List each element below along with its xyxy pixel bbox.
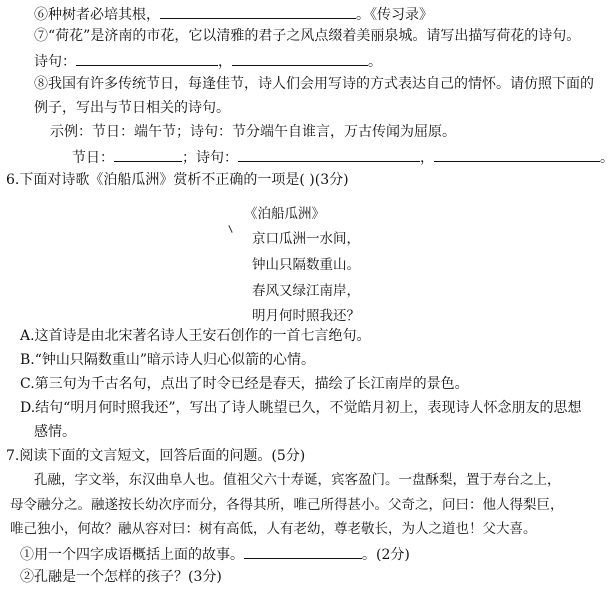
poem-line-1: 京口瓜洲一水间， — [252, 231, 360, 247]
poem-blank-1[interactable] — [238, 147, 420, 162]
option-c[interactable]: C.第三句为千古名句，点出了时令已经是春天，描绘了长江南岸的景色。 — [20, 376, 469, 392]
sub-question-2: ②孔融是一个怎样的孩子？(3分) — [20, 569, 222, 585]
item-7-label: 诗句： — [34, 54, 76, 70]
festival-blank[interactable] — [114, 147, 182, 162]
passage-line-2: 母令融分之。融遂按长幼次序而分，各得其所，唯己所得甚小。父奇之，问曰：他人得梨巨， — [10, 497, 564, 513]
passage-line-3: 唯己独小，何故？融从容对曰：树有高低，人有老幼，尊老敬长，为人之道也！父大喜。 — [10, 521, 537, 537]
item-8-example: 示例：节日：端午节；诗句：节分端午自谁言，万古传闻为屈原。 — [50, 124, 456, 140]
item-7-period: 。 — [368, 54, 382, 70]
sub-question-1 — [20, 544, 410, 564]
festival-label: 节日： — [72, 150, 114, 166]
option-d-continued: 感情。 — [34, 424, 76, 440]
item-7-answer-line — [34, 51, 382, 71]
passage-line-1: 孔融，字文举，东汉曲阜人也。值祖父六十寿诞，宾客盈门。一盘酥梨，置于寿台之上， — [34, 472, 561, 488]
question-7-stem: 7.阅读下面的文言短文，回答后面的问题。(5分) — [6, 448, 306, 464]
option-b[interactable]: B.“钟山只隔数重山”暗示诗人归心似箭的心情。 — [20, 352, 316, 368]
item-7-comma: ， — [218, 54, 232, 70]
option-a[interactable]: A.这首诗是由北宋著名诗人王安石创作的一首七言绝句。 — [20, 328, 371, 344]
poem-line-4: 明月何时照我还？ — [252, 308, 360, 324]
option-d[interactable]: D.结句“明月何时照我还”，写出了诗人眺望已久，不觉皓月初上，表现诗人怀念朋友的思想 — [20, 400, 582, 416]
poem-comma: ， — [420, 150, 434, 166]
stray-mark — [228, 225, 232, 233]
poem-title: 《泊船瓜洲》 — [244, 206, 325, 222]
item-8-prompt-line-1: ⑧我国有许多传统节日，每逢佳节，诗人们会用写诗的方式表达自己的情怀。请仿照下面的 — [34, 76, 594, 92]
sub-question-1-prompt: ①用一个四字成语概括上面的故事。 — [20, 547, 244, 563]
item-8-prompt-line-2: 例子，写出与节日相关的诗句。 — [34, 100, 230, 116]
sub-question-1-points: 。(2分) — [362, 547, 410, 563]
item-6-prefix: ⑥种树者必培其根， — [34, 7, 160, 23]
item-7-blank-1[interactable] — [76, 51, 218, 66]
item-7-blank-2[interactable] — [232, 51, 368, 66]
poem-period: 。 — [600, 150, 614, 166]
item-6-suffix: 。《传习录》 — [356, 7, 433, 23]
poem-blank-2[interactable] — [434, 147, 600, 162]
item-7-prompt: ⑦“荷花”是济南的市花，它以清雅的君子之风点缀着美丽泉城。请写出描写荷花的诗句。 — [34, 28, 581, 44]
item-6-answer-blank[interactable] — [160, 4, 356, 19]
idiom-answer-blank[interactable] — [244, 544, 362, 559]
poem-line-2: 钟山只隔数重山。 — [252, 257, 360, 273]
question-6-stem: 6.下面对诗歌《泊船瓜洲》赏析不正确的一项是( )(3分) — [6, 172, 349, 188]
item-8-answer-line — [72, 147, 614, 167]
item-6-line — [34, 4, 433, 24]
poem-line-3: 春风又绿江南岸， — [252, 283, 360, 299]
poem-label: ；诗句： — [182, 150, 238, 166]
